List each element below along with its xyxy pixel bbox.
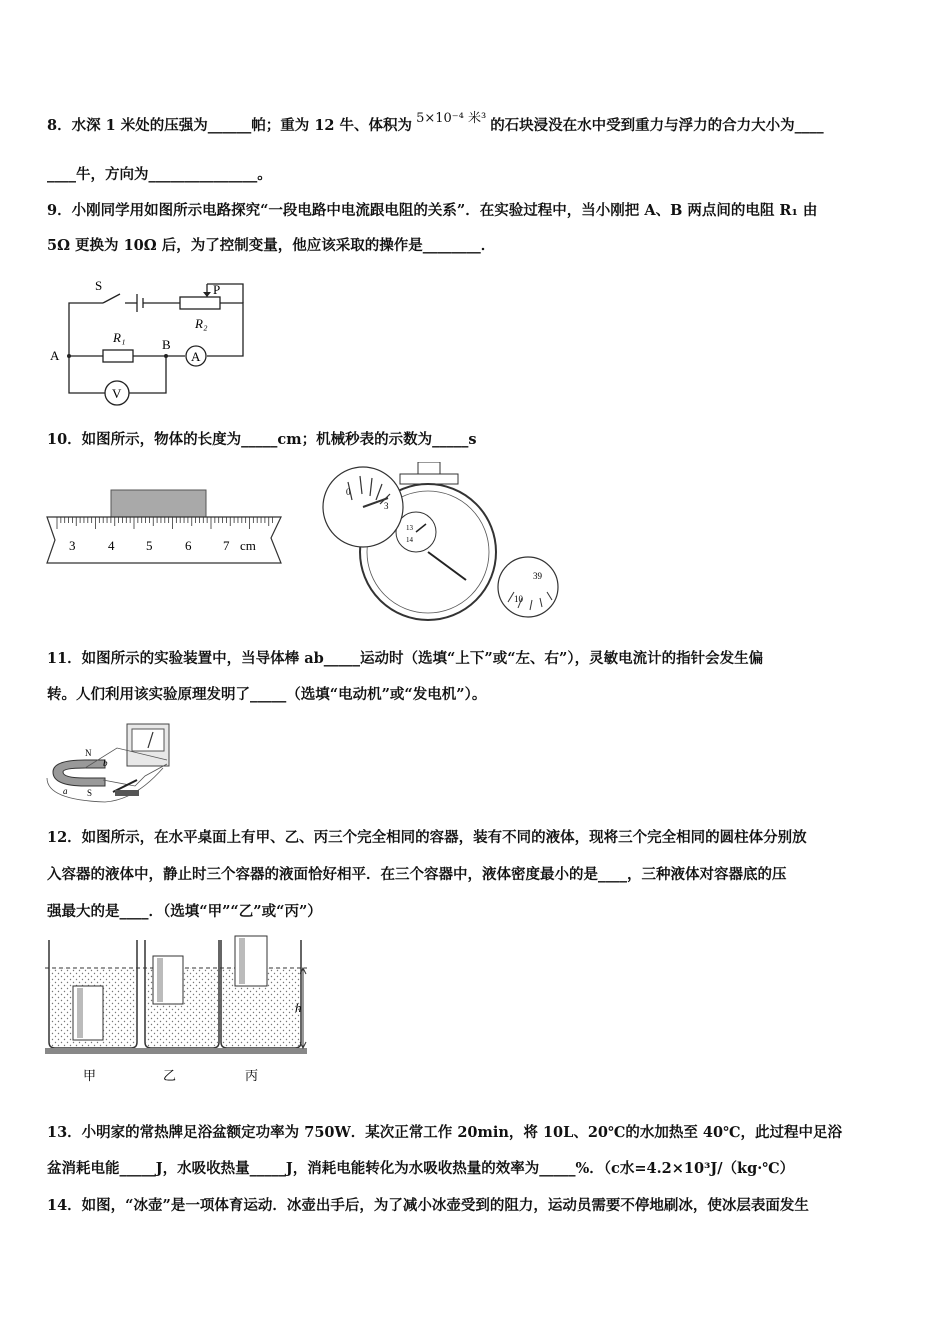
q14-line1: 14．如图，“冰壶”是一项体育运动．冰壶出手后，为了减小冰壶受到的阻力，运动员需要不停地刷冰，使冰层表面发生	[47, 1197, 809, 1214]
q13-line2: 盆消耗电能_____J，水吸收热量_____J，消耗电能转化为水吸收热量的效率为_____%．（c水=4.2×10³J/（kg·℃）	[47, 1160, 795, 1177]
q12-label-jia: 甲	[83, 1068, 97, 1083]
q10-tick-4: 4	[108, 538, 115, 553]
q11-label-n: N	[85, 748, 92, 758]
q8-line1	[47, 111, 907, 136]
q11-label-b: b	[103, 758, 108, 768]
q10-watch-small-14: 14	[406, 536, 413, 544]
q10-stopwatch	[318, 462, 563, 622]
q11-label-a: a	[63, 786, 68, 796]
q9-ammeter-symbol: A	[191, 349, 201, 364]
q12-label-h: h	[295, 1000, 302, 1015]
q9-label-p: P	[213, 282, 221, 297]
q10-line1: 10．如图所示，物体的长度为_____cm；机械秒表的示数为_____s	[47, 431, 477, 448]
q13-line1: 13．小明家的常热牌足浴盆额定功率为 750W．某次正常工作 20min，将 10L、20℃的水加热至 40℃，此过程中足浴	[47, 1124, 842, 1141]
q9-label-a: A	[50, 348, 60, 363]
q12-line3: 强最大的是____．（选填“甲”“乙”或“丙”）	[47, 903, 322, 920]
q12-containers-figure	[45, 930, 315, 1090]
q9-label-b: B	[162, 337, 171, 352]
q10-watch-zoom-39: 39	[533, 571, 542, 581]
q9-label-r1: R₁	[113, 330, 126, 345]
q10-ruler	[45, 488, 290, 568]
q10-tick-7: 7	[223, 538, 230, 553]
q12-label-bing: 丙	[245, 1068, 259, 1083]
q10-tick-3: 3	[69, 538, 76, 553]
q12-label-yi: 乙	[163, 1068, 177, 1083]
q12-line1: 12．如图所示，在水平桌面上有甲、乙、丙三个完全相同的容器，装有不同的液体，现将三个完全相同的圆柱体分别放	[47, 829, 807, 846]
q8-text-b: 的石块浸没在水中受到重力与浮力的合力大小为____	[490, 117, 824, 134]
q10-watch-small-0: 0	[346, 487, 351, 497]
q10-watch-small-3: 3	[384, 501, 389, 511]
q11-line2: 转。人们利用该实验原理发明了_____（选填“电动机”或“发电机”）。	[47, 686, 487, 703]
q9-circuit-diagram	[45, 272, 250, 410]
q10-object-block	[111, 490, 206, 517]
q9-label-r2: R₂	[195, 316, 208, 331]
q10-watch-small-13: 13	[406, 524, 413, 532]
q8-line2: ____牛，方向为_______________。	[47, 166, 272, 183]
q10-ruler-unit: cm	[240, 538, 256, 553]
q8-formula: 5×10⁻⁴ 米³	[416, 111, 487, 126]
q8-text-a: 8．水深 1 米处的压强为______帕；重为 12 牛、体积为	[47, 117, 413, 134]
q11-apparatus-figure	[45, 720, 175, 810]
q10-tick-6: 6	[185, 538, 192, 553]
q9-line1: 9．小刚同学用如图所示电路探究“一段电路中电流跟电阻的关系”．在实验过程中，当小刚把 A、B 两点间的电阻 R₁ 由	[47, 202, 818, 219]
q11-line1: 11．如图所示的实验装置中，当导体棒 ab_____运动时（选填“上下”或“左、右”），灵敏电流计的指针会发生偏	[47, 650, 764, 667]
q9-line2: 5Ω 更换为 10Ω 后，为了控制变量，他应该采取的操作是________．	[47, 237, 496, 254]
q11-label-s: S	[87, 788, 93, 798]
q9-voltmeter-symbol: V	[112, 386, 122, 401]
q10-tick-5: 5	[146, 538, 153, 553]
q9-label-s: S	[95, 278, 103, 293]
q10-watch-zoom-10: 10	[514, 594, 523, 604]
q12-line2: 入容器的液体中，静止时三个容器的液面恰好相平．在三个容器中，液体密度最小的是____，三种液体对容器底的压	[47, 866, 787, 883]
